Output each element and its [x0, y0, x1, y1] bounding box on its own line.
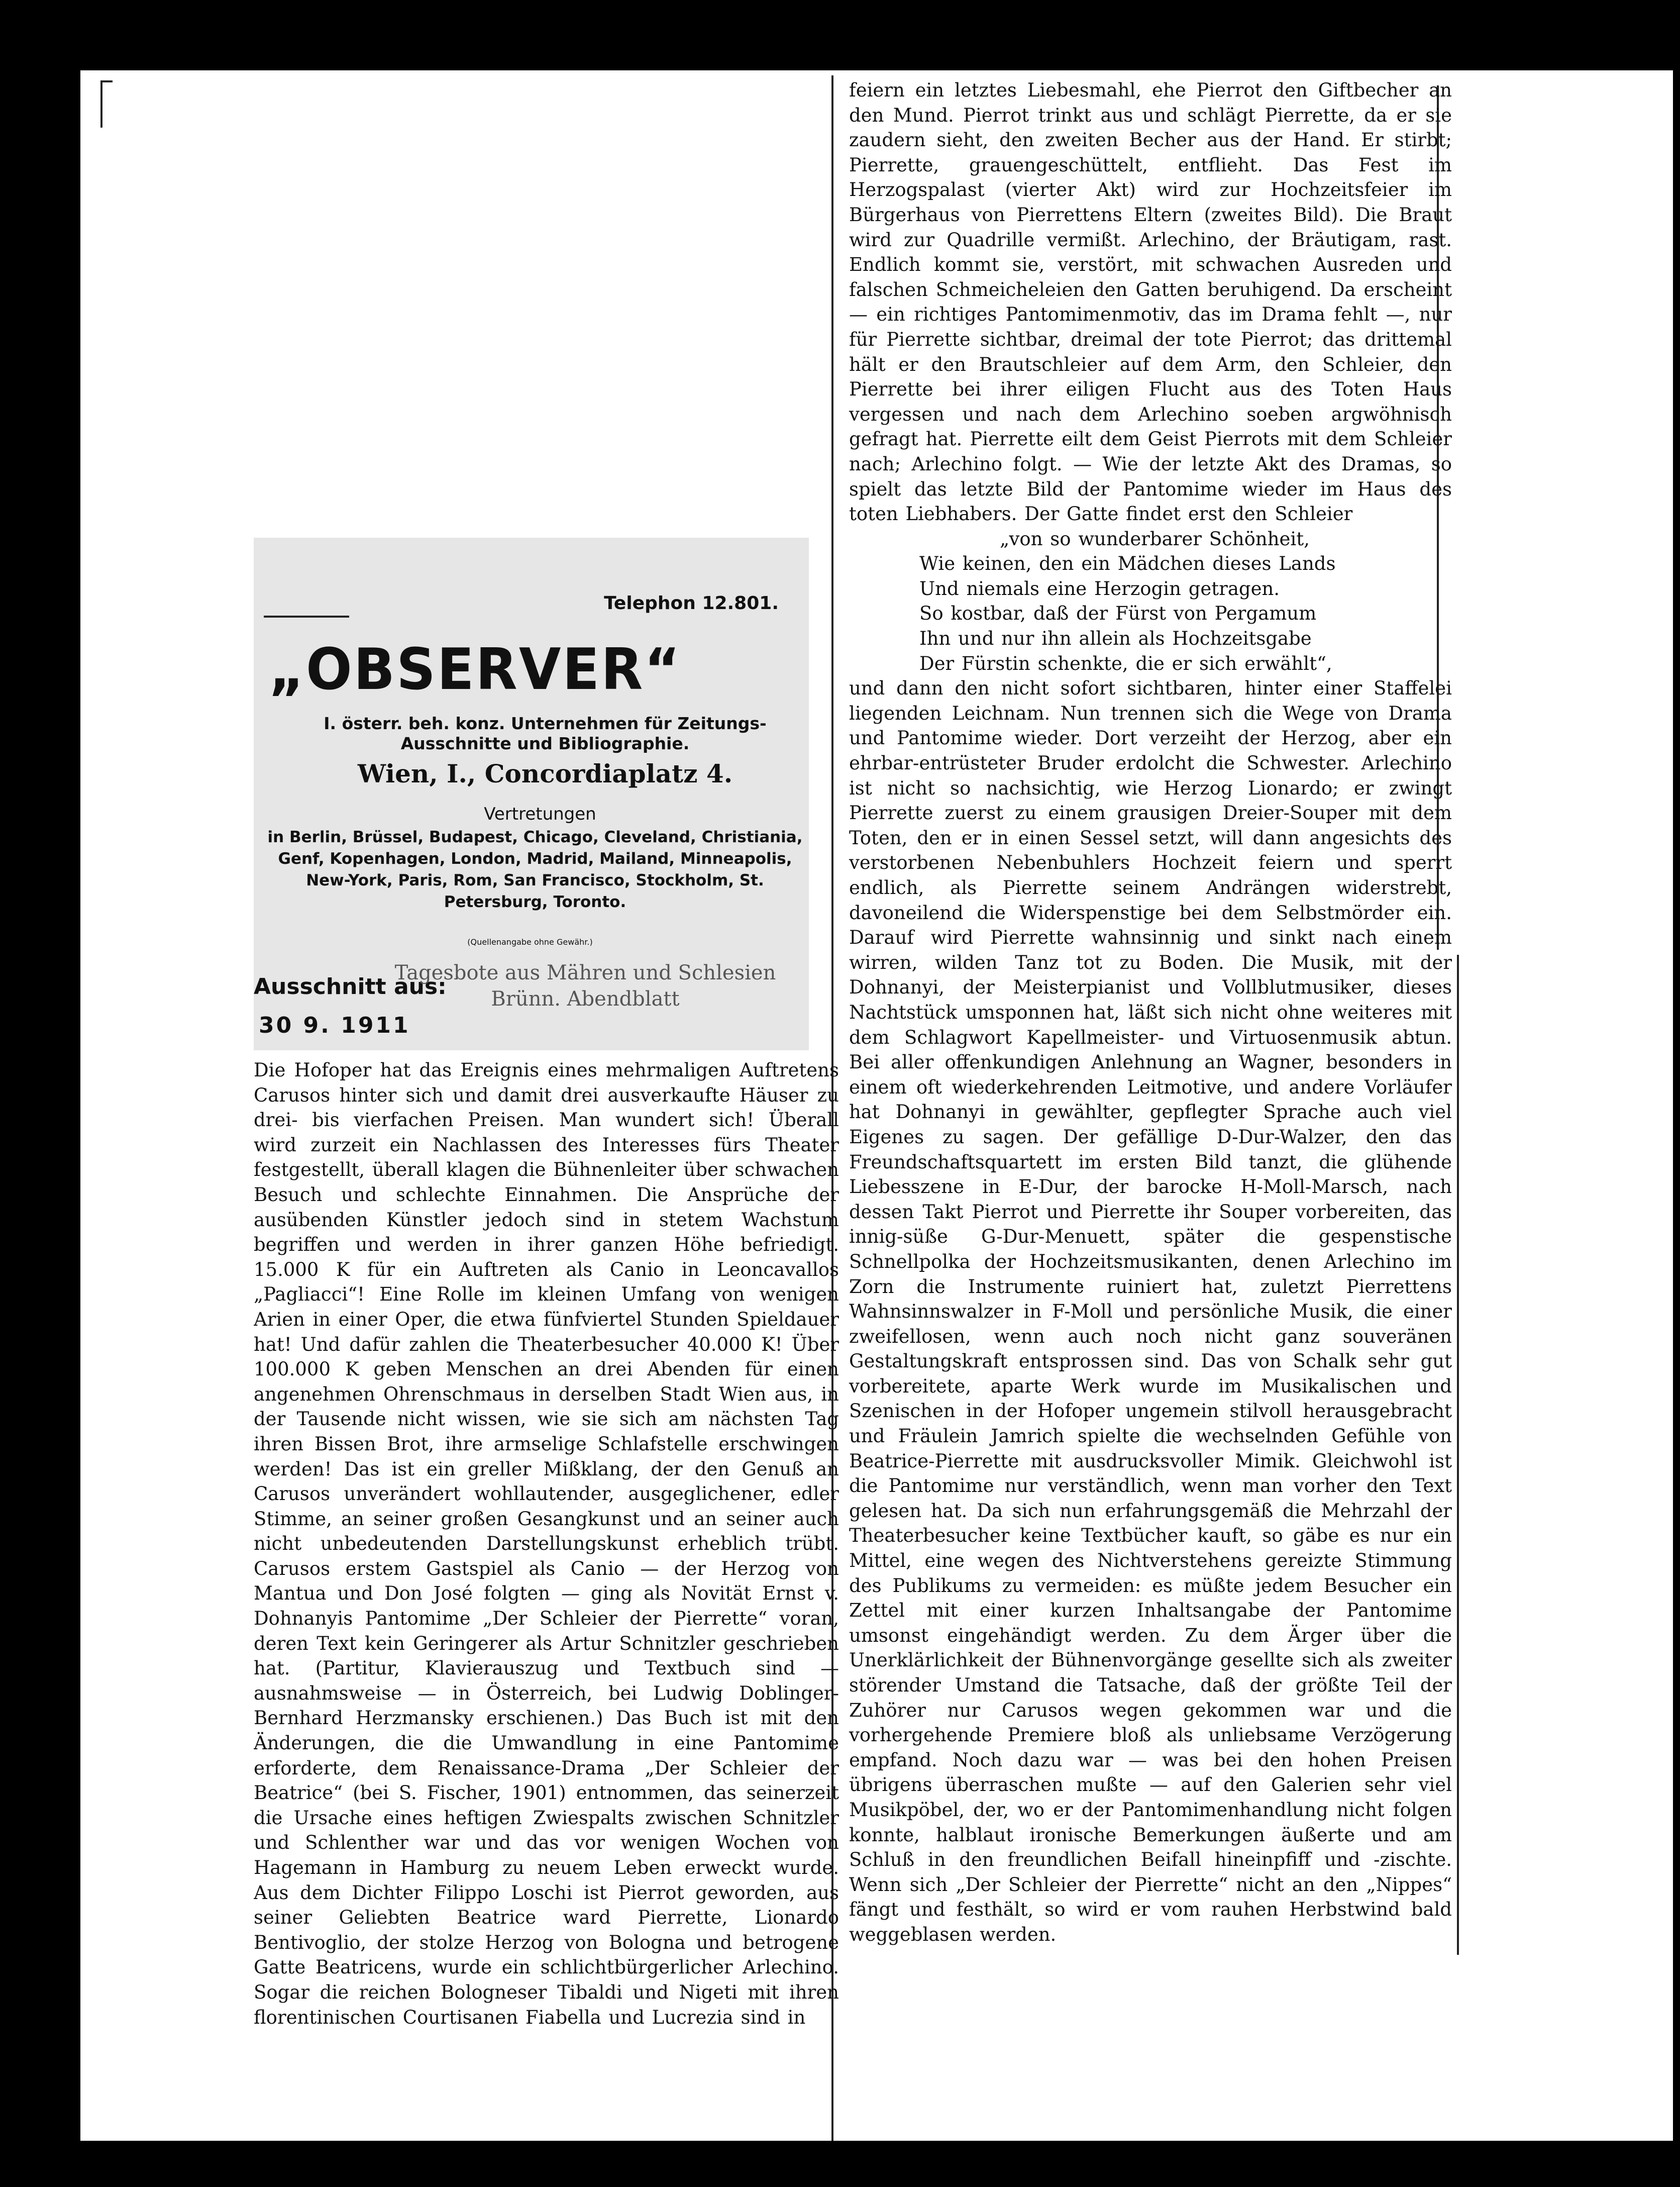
label-agencies: in Berlin, Brüssel, Budapest, Chicago, Cleveland, Christiania, Genf, Kopenhagen, London, Madrid, Mailand, Minneapolis, New-York, Paris, Rom, San Francisco, Stockholm, St. Petersburg, Toronto. [267, 828, 803, 911]
label-date: 30 9. 1911 [259, 1013, 410, 1038]
label-clipping-from: Ausschnitt aus: [254, 974, 447, 1000]
label-divider [264, 616, 349, 618]
label-address: Wien, I., Concordiaplatz 4. [357, 759, 733, 788]
article-paragraph: feiern ein letztes Liebesmahl, ehe Pierrot den Giftbecher an den Mund. Pierrot trinkt aus und schlägt Pierrette, da er sie zaudern sieht, den zweiten Becher aus der Hand. Er stirbt; Pierrette, grauengeschüttelt, entflieht. Das Fest im Herzogspalast (vierter Akt) wird zur Hochzeitsfeier im Bürgerhaus von Pierrettens Eltern (zweites Bild). Die Braut wird zur Quadrille vermißt. Arlechino, der Bräutigam, rast. Endlich kommt sie, verstört, mit schwachen Ausreden und falschen Schmeicheleien den Gatten beruhigend. Da erscheint — ein richtiges Pantomimenmotiv, das im Drama fehlt —, nur für Pierrette sichtbar, dreimal der tote Pierrot; das drittemal hält er den Brautschleier auf dem Arm, den Schleier, den Pierrette bei ihrer eiligen Flucht aus des Toten Haus vergessen und nach dem Arlechino soeben argwöhnisch gefragt hat. Pierrette eilt dem Geist Pierrots mit dem Schleier nach; Arlechino folgt. — Wie der letzte Akt des Dramas, so spielt das letzte Bild der Pantomime wieder im Haus des toten Liebhabers. Der Gatte findet erst den Schleier [849, 79, 1452, 525]
article-paragraph: Die Hofoper hat das Ereignis eines mehrmaligen Auftretens Carusos hinter sich und damit drei ausverkaufte Häuser zu drei- bis vierfachen Preisen. Man wundert sich! Überall wird zurzeit ein Nachlassen des Interesses fürs Theater festgestellt, überall klagen die Bühnenleiter über schwachen Besuch und schlechte Einnahmen. Die Ansprüche der ausübenden Künstler jedoch sind in stetem Wachstum begriffen und werden in ihrer ganzen Höhe befriedigt. 15.000 K für ein Auftreten als Canio in Leoncavallos „Pagliacci“! Eine Rolle im kleinen Umfang von wenigen Arien in einer Oper, die etwa fünfviertel Stunden Spieldauer hat! Und dafür zahlen die Theaterbesucher 40.000 K! Über 100.000 K geben Menschen an drei Abenden für einen angenehmen Ohrenschmaus in derselben Stadt Wien aus, in der Tausende nicht wissen, wie sie sich am nächsten Tag ihren Bissen Brot, ihre armselige Schlafstelle erschwingen werden! Das ist ein greller Mißklang, der den Genuß an Carusos unverändert wohllautender, ausgeglichener, edler Stimme, an seiner großen Gesangkunst und an seiner auch nicht unbedeutenden Darstellungskunst erheblich trübt. Carusos erstem Gastspiel als Canio — der Herzog von Mantua und Don José folgten — ging als Novität Ernst v. Dohnanyis Pantomime „Der Schleier der Pierrette“ voran, deren Text kein Geringerer als Artur Schnitzler geschrieben hat. (Partitur, Klavierauszug und Textbuch sind — ausnahmsweise — in Österreich, bei Ludwig Doblinger-Bernhard Herzmansky erschienen.) Das Buch ist mit den Änderungen, die die Umwandlung in eine Pantomime erforderte, dem Renaissance-Drama „Der Schleier der Beatrice“ (bei S. Fischer, 1901) entnommen, das seinerzeit die Ursache eines heftigen Zwiespalts zwischen Schnitzler und Schlenther war und das vor wenigen Wochen von Hagemann in Hamburg zu neuem Leben erweckt wurde. Aus dem Dichter Filippo Loschi ist Pierrot geworden, aus seiner Geliebten Beatrice ward Pierrette, Lionardo Bentivoglio, der stolze Herzog von Bologna und betrogene Gatte Beatricens, wurde ein schlichtbürgerlicher Arlechino. Sogar die reichen Bologneser Tibaldi und Nigeti mit ihren florentinischen Courtisanen Fiabella und Lucrezia sind in [254, 1059, 839, 2028]
verse-quote [849, 527, 1452, 676]
verse-line: Der Fürstin schenkte, die er sich erwählt“, [919, 652, 1332, 674]
column-rule [831, 75, 833, 1050]
label-source-stamp: Tagesbote aus Mähren und Schlesien Brünn. Abendblatt [394, 961, 776, 1011]
verse-line: Ihn und nur ihn allein als Hochzeitsgabe [919, 628, 1312, 650]
article-right-column [839, 78, 1452, 1962]
label-agencies-heading: Vertretungen [484, 804, 596, 824]
column-rule [1457, 955, 1459, 1955]
label-source-note: (Quellenangabe ohne Gewähr.) [467, 937, 593, 947]
article-paragraph: und dann den nicht sofort sichtbaren, hinter einer Staffelei liegenden Leichnam. Nun trennen sich die Wege von Drama und Pantomime wieder. Dort verzeiht der Herzog, aber ein ehrbar-entrüsteter Bruder erdolcht die Schwester. Arlechino ist nicht so nachsichtig, wie Herzog Lionardo; er zwingt Pierrette zuerst zu einem grausigen Dreier-Souper mit dem Toten, den er in einen Sessel setzt, will dann angesichts des verstorbenen Nebenbuhlers Hochzeit feiern und sperrt endlich, als Pierrette seinem Andrängen widerstrebt, davoneilend die Widerspenstige bei dem Selbstmörder ein. Darauf wird Pierrette wahnsinnig und sinkt nach einem wirren, wilden Tanz tot zu Boden. Die Musik, mit der Dohnanyi, der Meisterpianist und Vollblutmusiker, dieses Nachtstück umsponnen hat, läßt sich nicht ohne weiteres mit dem Schlagwort Kapellmeister- und Virtuosenmusik abtun. Bei aller offenkundigen Anlehnung an Wagner, besonders in einem oft wiederkehrenden Leitmotive, und andere Vorläufer hat Dohnanyi in gewählter, gepflegter Sprache auch viel Eigenes zu sagen. Der gefällige D-Dur-Walzer, den das Freundschaftsquartett im ersten Bild tanzt, die glühende Liebesszene in E-Dur, der barocke H-Moll-Marsch, nach dessen Takt Pierrot und Pierrette ihr Souper vorbereiten, das innig-süße G-Dur-Menuett, später die gespenstische Schnellpolka der Hochzeitsmusikanten, denen Arlechino im Zorn die Instrumente ruiniert hat, zuletzt Pierrettens Wahnsinnswalzer in F-Moll und persönliche Musik, die einer zweifellosen, wenn auch noch nicht ganz souveränen Gestaltungskraft entsprossen sind. Das von Schalk sehr gut vorbereitete, aparte Werk wurde im Musikalischen und Szenischen in der Hofoper ungemein stilvoll herausgebracht und Fräulein Jamrich spielte die wechselnden Gefühle von Beatrice-Pierrette mit ausdrucksvoller Mimik. Gleichwohl ist die Pantomime nur verständlich, wenn man vorher den Text gelesen hat. Da sich nun erfahrungsgemäß die Mehrzahl der Theaterbesucher keine Textbücher kauft, so gäbe es nur ein Mittel, eine wegen des Nichtverstehens gereizte Stimmung des Publikums zu vermeiden: es müßte jedem Besucher ein Zettel mit einer kurzen Inhaltsangabe der Pantomime umsonst eingehändigt werden. Zu dem Ärger über die Unerklärlichkeit der Bühnenvorgänge gesellte sich als zweiter störender Umstand die Tatsache, daß der größte Teil der Zuhörer nur Carusos wegen gekommen war und die vorhergehende Premiere bloß als unliebsame Verzögerung empfand. Noch dazu war — was bei den hohen Preisen übrigens überraschen mußte — auf den Galerien sehr viel Musikpöbel, der, wo er der Pantomimenhandlung nicht folgen konnte, halblaut ironische Bemerkungen äußerte und am Schluß in den freundlichen Beifall hineinpfiff und -zischte. Wenn sich „Der Schleier der Pierrette“ nicht an den „Nippes“ fängt und festhält, so wird er vom rauhen Herbstwind bald weggeblasen werden. [849, 677, 1452, 1945]
label-subtitle: I. österr. beh. konz. Unternehmen für Zeitungs-Ausschnitte und Bibliographie. [324, 714, 767, 753]
verse-line: Und niemals eine Herzogin getragen. [919, 577, 1280, 600]
verse-line: Wie keinen, den ein Mädchen dieses Lands [919, 553, 1336, 575]
corner-crop-mark [100, 80, 113, 128]
observer-clipping-label [254, 538, 809, 1050]
verse-line: So kostbar, daß der Fürst von Pergamum [919, 603, 1317, 625]
article-left-column [254, 1058, 839, 2143]
label-brand: „OBSERVER“ [269, 636, 682, 703]
label-telephone: Telephon 12.801. [604, 593, 779, 614]
verse-line: „von so wunderbarer Schönheit, [1000, 528, 1310, 550]
